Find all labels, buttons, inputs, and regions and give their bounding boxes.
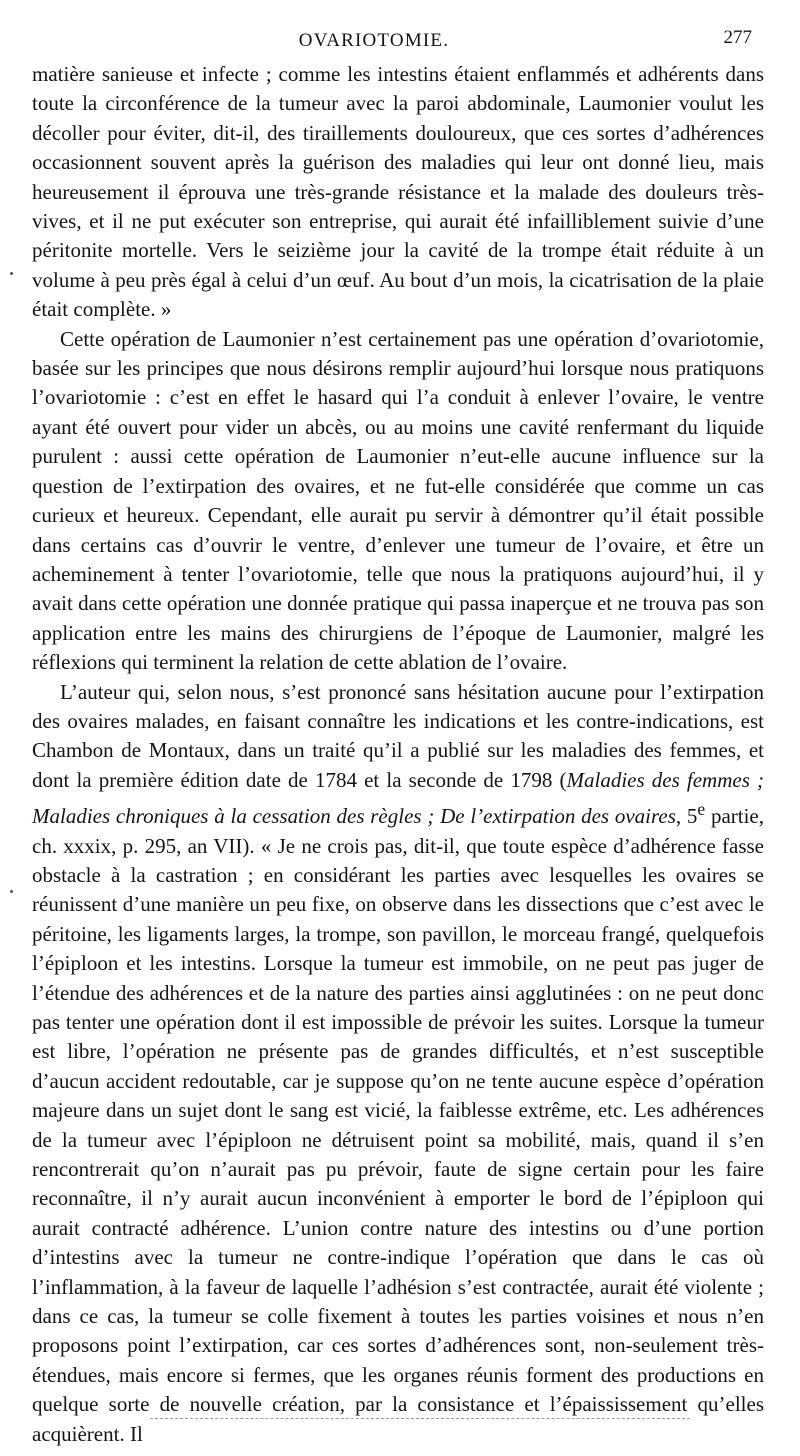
paragraph-continuation: matière sanieuse et infecte ; comme les intestins étaient enflammés et adhérents dans toute la circonférence de la tumeur avec la paroi abdominale, Laumonier voulut les décoller pour éviter, dit-il, des tiraillements douloureux, que ces sortes d’adhérences occasionnent souvent après la guérison des maladies qui leur ont donné lieu, mais heureusement il éprouva une très-grande résistance et la malade des douleurs très-vives, et il ne put exécuter son entreprise, qui aurait été infailliblement suivie d’une péritonite mortelle. Vers le seizième jour la cavité de la trompe était réduite à un volume à peu près égal à celui d’un œuf. Au bout d’un mois, la cicatrisation de la plaie était complète. » [32,62,764,322]
paragraph-text-part: , 5 [675,804,698,829]
running-title: OVARIOTOMIE. [298,30,450,51]
paragraph-text-part: L’auteur qui, selon nous, s’est prononcé sans hésitation aucune pour l’extirpation des ovaires malades, en faisant connaître les indications et les contre-indications, est Chambon de Montaux, dans un traité qu’il a publié sur les maladies des femmes, et dont la première édition date de 1784 et la seconde de 1798 ( [32,679,764,792]
superscript: e [697,799,706,820]
paragraph-laumonier-operation: Cette opération de Laumonier n’est certainement pas une opération d’ovariotomie, basée sur les principes que nous désirons remplir aujourd’hui lorsque nous pratiquons l’ovariotomie : c’est en effet le hasard qui l’a conduit à enlever l’ovaire, le ventre ayant été ouvert pour vider un abcès, ou au moins une cavité renfermant du liquide purulent : aussi cette opération de Laumonier n’eut-elle aucune influence sur la question de l’extirpation des ovaires, et ne fut-elle considérée que comme un cas curieux et heureux. Cependant, elle aurait pu servir à démontrer qu’il était possible dans certains cas d’ouvrir le ventre, d’enlever une tumeur de l’ovaire, et être un acheminement à tenter l’ovariotomie, telle que nous la pratiquons aujourd’hui, il y avait dans cette opération une donnée pratique qui passa inaperçue et ne trouva pas son application entre les mains des chirurgiens de l’époque de Laumonier, malgré les réflexions qui terminent la relation de cette ablation de l’ovaire. [32,326,764,675]
body-text [32,60,764,1449]
bottom-rule [150,1418,690,1419]
margin-speck [10,890,13,893]
book-title-italic: Maladies des femmes ; Maladies chroniques à la cessation des règles ; De l’extirpation des ovaires [32,767,764,829]
running-head [30,27,770,60]
paragraph-chambon-de-montaux [32,678,764,1450]
paragraph-text-part: partie, ch. xxxix, p. 295, an VII). « Je ne crois pas, dit-il, que toute espèce d’adhérence fasse obstacle à la castration ; en considérant les parties avec lesquelles les ovaires se réunissent d’une manière un peu fixe, on observe dans les dissections que c’est avec le péritoine, les ligaments larges, la trompe, son pavillon, le morceau frangé, quelquefois l’épiploon et les intestins. Lorsque la tumeur est immobile, on ne peut pas juger de l’étendue des adhérences et de la nature des parties ainsi agglutinées : on ne peut donc pas tenter une opération dont il est impossible de prévoir les suites. Lorsque la tumeur est libre, l’opération ne présente pas de grandes difficultés, et n’est susceptible d’aucun accident redoutable, car je suppose qu’on ne tente aucune espèce d’opération majeure dans un sujet dont le sang est vicié, la faiblesse extrême, etc. Les adhérences de la tumeur avec l’épiploon ne détruisent point sa mobilité, mais, quand il s’en rencontrerait qu’on n’aurait pas pu prévoir, faute de signe certain pour les faire reconnaître, il n’y aurait aucun inconvénient à emporter le bord de l’épiploon qui aurait contracté adhérence. L’union contre nature des intestins ou d’une portion d’intestins avec la tumeur ne contre-indique l’opération que dans le cas où l’inflammation, à la faveur de laquelle l’adhésion s’est contractée, aurait été violente ; dans ce cas, la tumeur se colle fixement à toutes les parties voisines et nous n’en proposons point l’extirpation, car ces sortes d’adhérences sont, non-seulement très-étendues, mais encore si fermes, que les organes réunis forment des productions en quelque sorte de nouvelle création, par la consistance et l’épaississement qu’elles acquièrent. Il [32,804,765,1446]
margin-speck [10,272,13,275]
page-number: 277 [723,27,752,48]
